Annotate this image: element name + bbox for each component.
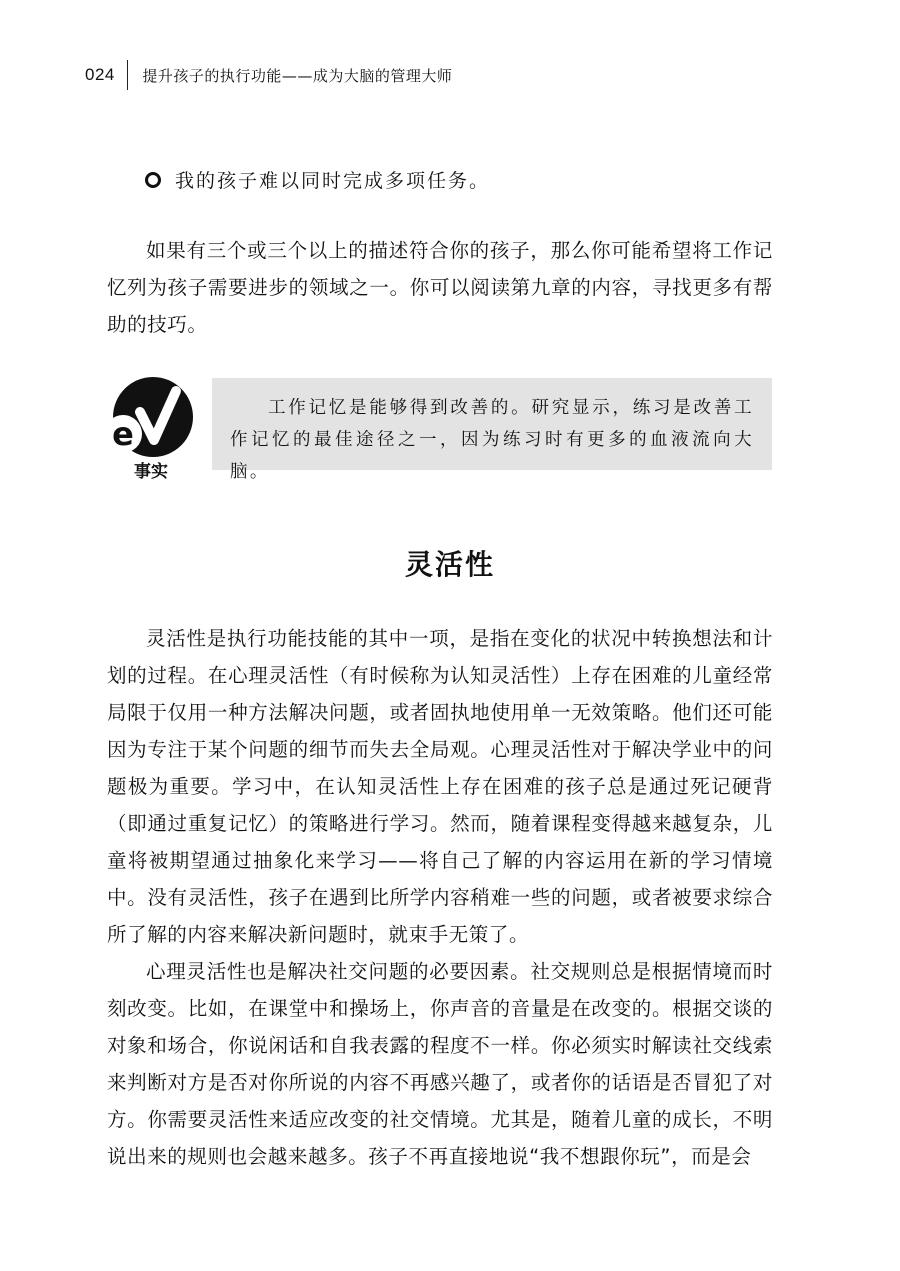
running-header (85, 58, 452, 92)
intro-paragraph: 如果有三个或三个以上的描述符合你的孩子，那么你可能希望将工作记忆列为孩子需要进步的领域之一。你可以阅读第九章的内容，寻找更多有帮助的技巧。 (107, 239, 773, 336)
checklist-item (145, 166, 490, 193)
circle-bullet-icon (145, 172, 161, 188)
checklist-item-text: 我的孩子难以同时完成多项任务。 (175, 170, 491, 192)
section-title: 灵活性 (404, 548, 495, 581)
fact-callout (212, 378, 772, 482)
body-paragraph-2: 心理灵活性也是解决社交问题的必要因素。社交规则总是根据情境而时刻改变。比如，在课堂中和操场上，你声音的音量是在改变的。根据交谈的对象和场合，你说闲话和自我表露的程度不一样。你必须实时解读社交线索来判断对方是否对你所说的内容不再感兴趣了，或者你的话语是否冒犯了对方。你需要灵活性来适应改变的社交情境。尤其是，随着儿童的成长，不明说出来的规则也会越来越多。孩子不再直接地说“我不想跟你玩”，而是会 (107, 960, 773, 1168)
fact-label: 事实 (134, 462, 168, 482)
fact-icon-letter: e (112, 415, 134, 453)
fact-check-icon (104, 376, 196, 484)
fact-text: 工作记忆是能够得到改善的。研究显示，练习是改善工作记忆的最佳途径之一，因为练习时有更多的血液流向大脑。 (230, 398, 754, 482)
running-title: 提升孩子的执行功能——成为大脑的管理大师 (142, 66, 453, 85)
page-number: 024 (85, 65, 115, 84)
body-paragraph-1: 灵活性是执行功能技能的其中一项，是指在变化的状况中转换想法和计划的过程。在心理灵活性（有时候称为认知灵活性）上存在困难的儿童经常局限于仅用一种方法解决问题，或者固执地使用单一无效策略。他们还可能因为专注于某个问题的细节而失去全局观。心理灵活性对于解决学业中的问题极为重要。学习中，在认知灵活性上存在困难的孩子总是通过死记硬背（即通过重复记忆）的策略进行学习。然而，随着课程变得越来越复杂，儿童将被期望通过抽象化来学习——将自己了解的内容运用在新的学习情境中。没有灵活性，孩子在遇到比所学内容稍难一些的问题，或者被要求综合所了解的内容来解决新问题时，就束手无策了。 (107, 627, 773, 946)
header-divider (127, 60, 129, 90)
